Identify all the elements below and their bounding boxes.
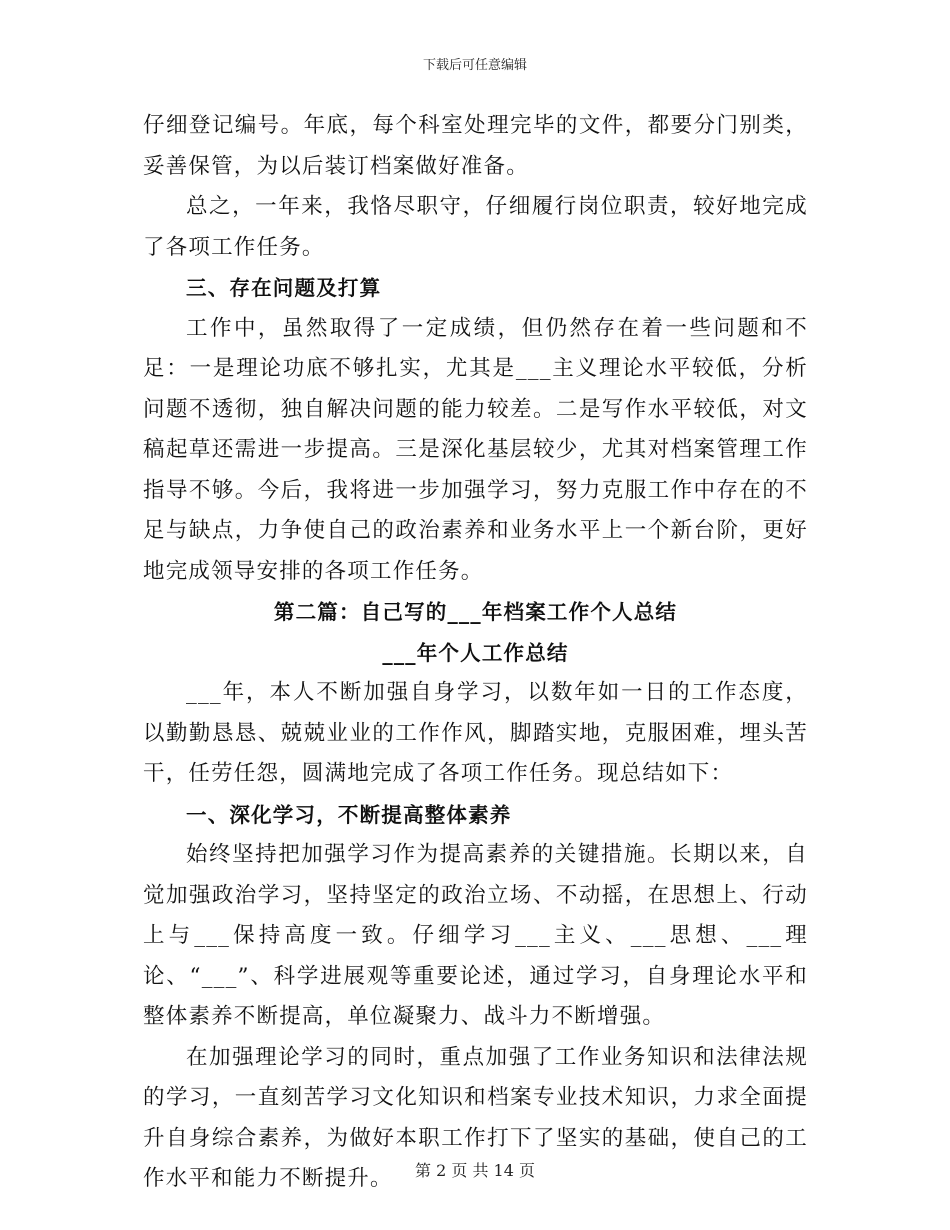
paragraph-study: 始终坚持把加强学习作为提高素养的关键措施。长期以来，自觉加强政治学习，坚持坚定的政治立场、不动摇，在思想上、行动上与___保持高度一致。仔细学习___主义、___思想、___理论、“___”、科学进展观等重要论述，通过学习，自身理论水平和整体素养不断提高，单位凝聚力、战斗力不断增强。 bbox=[143, 842, 808, 1029]
section-heading-problems: 三、存在问题及打算 bbox=[186, 276, 382, 300]
paragraph-continued: 仔细登记编号。年底，每个科室处理完毕的文件，都要分门别类，妥善保管，为以后装订档案做好准备。 bbox=[143, 113, 808, 179]
page-footer: 第 2 页 共 14 页 bbox=[415, 1161, 535, 1180]
paragraph-problems: 工作中，虽然取得了一定成绩，但仍然存在着一些问题和不足：一是理论功底不够扎实，尤其是___主义理论水平较低，分析问题不透彻，独自解决问题的能力较差。二是写作水平较低，对文稿起草还需进一步提高。三是深化基层较少，尤其对档案管理工作指导不够。今后，我将进一步加强学习，努力克服工作中存在的不足与缺点，力争使自己的政治素养和业务水平上一个新台阶，更好地完成领导安排的各项工作任务。 bbox=[143, 315, 808, 584]
page-header: 下载后可任意编辑 bbox=[422, 58, 527, 73]
paragraph-summary: 总之，一年来，我恪尽职守，仔细履行岗位职责，较好地完成了各项工作任务。 bbox=[143, 194, 808, 260]
document-body bbox=[143, 106, 808, 1200]
section-heading-study: 一、深化学习，不断提高整体素养 bbox=[186, 802, 512, 827]
chapter-subtitle: ___年个人工作总结 bbox=[382, 640, 569, 665]
paragraph-knowledge: 在加强理论学习的同时，重点加强了工作业务知识和法律法规的学习，一直刻苦学习文化知识和档案专业技术知识，力求全面提升自身综合素养，为做好本职工作打下了坚实的基础，使自己的工作水平和能力不断提升。 bbox=[143, 1044, 808, 1191]
paragraph-intro: ___年，本人不断加强自身学习，以数年如一日的工作态度，以勤勤恳恳、兢兢业业的工作作风，脚踏实地，克服困难，埋头苦干，任劳任怨，圆满地完成了各项工作任务。现总结如下： bbox=[143, 680, 808, 786]
chapter-title: 第二篇：自己写的___年档案工作个人总结 bbox=[273, 600, 678, 624]
